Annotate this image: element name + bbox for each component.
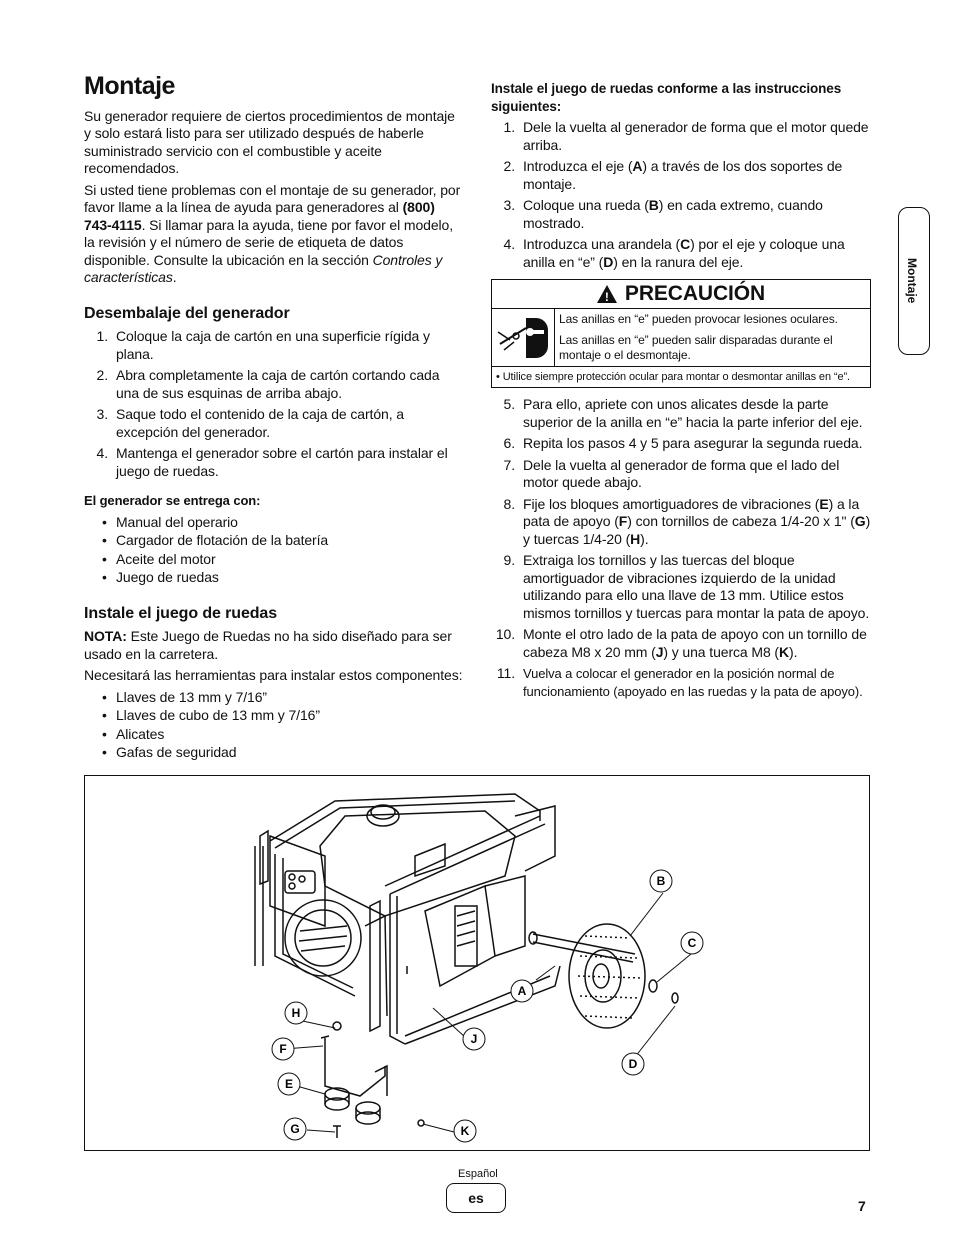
left-column [84, 72, 464, 763]
helpline-phone: (800) 743-4115 [84, 199, 435, 233]
step-text: Mantenga el generador sobre el cartón para instalar el juego de ruedas. [116, 445, 448, 479]
page-title: Montaje [84, 72, 175, 100]
caution-header [492, 280, 870, 309]
tools-intro: Necesitará las herramientas para instalar estos componentes: [84, 667, 463, 683]
step-number: 3. [503, 197, 515, 213]
step-number: 2. [503, 158, 515, 174]
note-label: NOTA: [84, 628, 127, 644]
list-item [491, 626, 871, 661]
footer-language: Español [458, 1168, 498, 1180]
list-item: 4. Mantenga el generador sobre el cartón para instalar el juego de ruedas. [96, 445, 448, 479]
svg-text:A: A [517, 984, 527, 998]
unpack-steps [84, 328, 464, 480]
list-item: • Alicates [84, 726, 464, 744]
callout-d [622, 1053, 644, 1075]
step-number: 11. [496, 665, 515, 681]
ships-with-heading: El generador se entrega con: [84, 493, 261, 508]
caution-body [492, 309, 870, 367]
list-item [491, 665, 871, 700]
caution-text [555, 309, 870, 366]
intro-paragraph: Su generador requiere de ciertos procedimientos de montaje y solo estará listo para ser utilizado después de haberle suministrado servicio con el combustible y aceite recomendados. [84, 107, 455, 176]
list-item: 2. Abra completamente la caja de cartón cortando cada una de sus esquinas de arriba abajo. [96, 367, 440, 401]
install-steps-a [491, 119, 871, 271]
right-column [491, 80, 871, 704]
generator-assembly-drawing [85, 776, 869, 1150]
list-item: • Cargador de flotación de la batería [84, 532, 464, 550]
svg-text:J: J [470, 1032, 478, 1046]
list-item [491, 457, 871, 492]
assembly-figure [84, 775, 870, 1151]
step-text: Saque todo el contenido de la caja de cartón, a excepción del generador. [116, 406, 404, 440]
list-item [491, 197, 871, 232]
step-text: Extraiga los tornillos y las tuercas del bloque amortiguador de vibraciones izquierdo de la unidad utilizando para ello una llave de 13 mm. Utilice estos mismos tornillos y tuercas para montar la pata de apoyo. [523, 552, 870, 621]
list-item: • Llaves de 13 mm y 7/16” [84, 689, 464, 707]
page-number: 7 [858, 1198, 866, 1214]
list-item: • Juego de ruedas [84, 569, 464, 587]
note-paragraph [84, 628, 464, 663]
list-item [491, 158, 871, 193]
wheels-heading: Instale el juego de ruedas [84, 604, 278, 622]
step-text: Coloque la caja de cartón en una superficie rígida y plana. [116, 328, 430, 362]
unpack-heading: Desembalaje del generador [84, 304, 290, 322]
section-tab-label: Montaje [905, 258, 919, 304]
svg-text:G: G [290, 1122, 300, 1136]
step-number: 4. [503, 236, 515, 252]
callout-g [284, 1118, 306, 1140]
list-item [491, 496, 871, 549]
list-item [491, 119, 871, 154]
step-text: Dele la vuelta al generador de forma que el motor quede arriba. [523, 119, 869, 153]
svg-text:H: H [291, 1006, 301, 1020]
footer-language-code: es [446, 1183, 506, 1213]
step-number: 8. [503, 495, 515, 512]
step-text: Vuelva a colocar el generador en la posición normal de funcionamiento (apoyado en las ruedas y la pata de apoyo). [523, 666, 863, 699]
list-item [491, 435, 871, 453]
list-item: • Llaves de cubo de 13 mm y 7/16” [84, 707, 464, 725]
step-text: Introduzca una arandela (C) por el eje y coloque una anilla en “e” (D) en la ranura del eje. [523, 236, 845, 270]
list-item: • Gafas de seguridad [84, 744, 464, 762]
callout-a [511, 980, 533, 1002]
callout-k [454, 1120, 476, 1142]
caution-title: PRECAUCIÓN [624, 282, 766, 306]
step-text: Introduzca el eje (A) a través de los dos soportes de montaje. [523, 158, 843, 192]
caution-line-2: Las anillas en “e” pueden salir disparadas durante el montaje o el desmontaje. [559, 333, 833, 362]
step-text: Abra completamente la caja de cartón cortando cada una de sus esquinas de arriba abajo. [116, 367, 440, 401]
step-number: 9. [503, 552, 515, 568]
note-text: Este Juego de Ruedas no ha sido diseñado para ser usado en la carretera. [84, 628, 452, 662]
step-number: 5. [503, 396, 515, 412]
step-number: 6. [503, 435, 515, 451]
callout-e [278, 1073, 300, 1095]
ships-with-list [84, 514, 464, 587]
step-text: Fije los bloques amortiguadores de vibraciones (E) a la pata de apoyo (F) con tornillos de cabeza 1/4-20 x 1" (G) y tuercas 1/4-20 (H). [523, 495, 871, 547]
helpline-period: . [172, 269, 177, 285]
callout-c [681, 932, 703, 954]
step-text: Para ello, apriete con unos alicates desde la parte superior de la anilla en “e” hacia la parte inferior del eje. [523, 396, 863, 430]
eye-injury-icon [492, 309, 555, 366]
warning-triangle-icon: ! [597, 285, 617, 303]
section-tab [898, 207, 930, 355]
list-item: 3. Saque todo el contenido de la caja de cartón, a excepción del generador. [96, 406, 404, 440]
generator-line-art [255, 794, 678, 1138]
step-text: Dele la vuelta al generador de forma que el lado del motor quede abajo. [523, 456, 840, 490]
svg-text:C: C [687, 936, 697, 950]
step-number: 1. [503, 119, 515, 135]
tools-list [84, 689, 464, 762]
callout-f [272, 1038, 294, 1060]
svg-text:F: F [279, 1042, 287, 1056]
step-text: Repita los pasos 4 y 5 para asegurar la segunda rueda. [523, 435, 863, 451]
callout-h [285, 1002, 307, 1024]
install-steps-b [491, 396, 871, 700]
list-item: • Aceite del motor [84, 551, 464, 569]
controls-section-ref: Controles y características [84, 251, 443, 285]
helpline-text: Si usted tiene problemas con el montaje de su generador, por favor llame a la línea de ayuda para generadores al [84, 181, 461, 215]
callout-b [650, 870, 672, 892]
list-item [491, 396, 871, 431]
list-item [491, 552, 871, 622]
step-number: 10. [495, 626, 515, 642]
caution-footer: • Utilice siempre protección ocular para montar o desmontar anillas en “e”. [496, 371, 851, 383]
caution-box [491, 279, 871, 388]
helpline-text-2: . Si llamar para la ayuda, tiene por favor el modelo, la revisión y el número de serie de etiqueta de datos disponible. Consulte la ubicación en la sección [84, 216, 454, 268]
svg-text:D: D [628, 1057, 638, 1071]
list-item: 1. Coloque la caja de cartón en una superficie rígida y plana. [96, 328, 430, 362]
helpline-paragraph [84, 182, 464, 287]
install-intro: Instale el juego de ruedas conforme a las instrucciones siguientes: [491, 81, 842, 114]
svg-text:B: B [656, 874, 666, 888]
svg-text:E: E [284, 1077, 294, 1091]
step-number: 7. [503, 456, 515, 473]
svg-text:K: K [460, 1124, 470, 1138]
caution-line-1: Las anillas en “e” pueden provocar lesiones oculares. [559, 312, 838, 326]
step-text: Coloque una rueda (B) en cada extremo, cuando mostrado. [523, 197, 823, 231]
step-text: Monte el otro lado de la pata de apoyo con un tornillo de cabeza M8 x 20 mm (J) y una tuerca M8 (K). [523, 626, 867, 660]
list-item [491, 236, 871, 271]
list-item: • Manual del operario [84, 514, 464, 532]
callout-j [463, 1028, 485, 1050]
